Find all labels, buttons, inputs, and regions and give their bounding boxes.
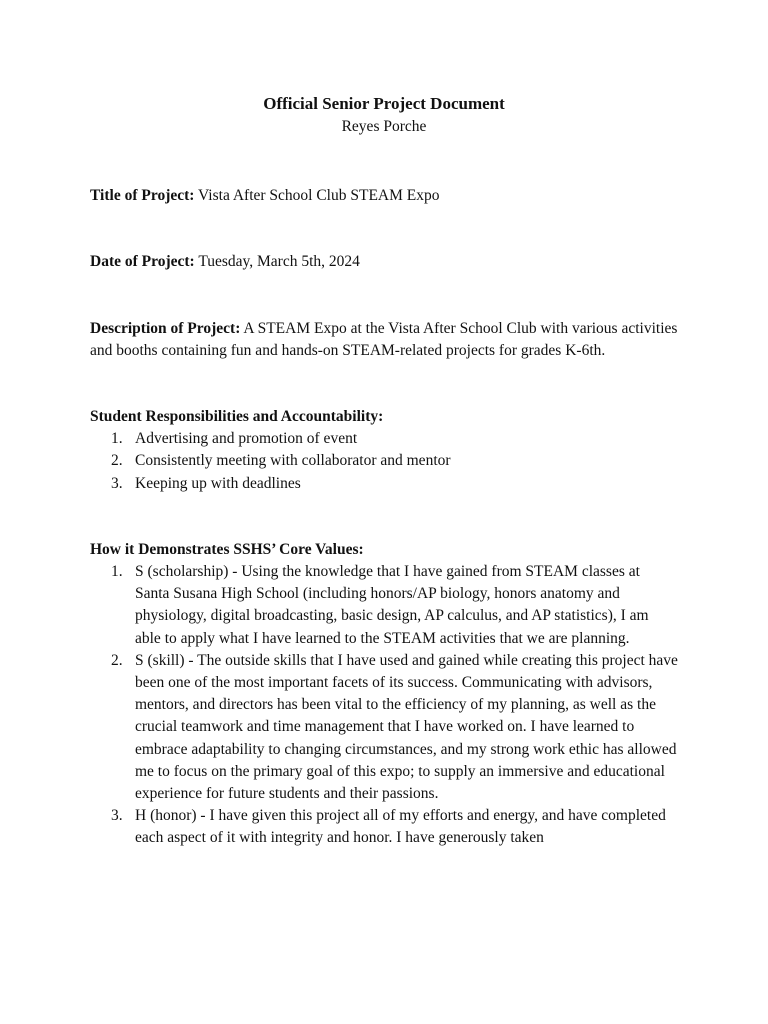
list-number: 3.: [111, 807, 123, 825]
list-item: [90, 428, 678, 450]
field-project-title: [90, 185, 678, 207]
field-value: A STEAM Expo at the Vista After School Club with various activities and booths containing fun and hands-on STEAM-related projects for grades K-6th.: [90, 319, 678, 359]
document-author: Reyes Porche: [341, 118, 427, 135]
list-item: [90, 805, 678, 849]
list-number: 2.: [111, 452, 123, 470]
field-label: Title of Project:: [90, 187, 195, 205]
field-project-description: [90, 318, 678, 362]
list-text: H (honor) - I have given this project all of my efforts and energy, and have completed each aspect of it with integrity and honor. I have generously taken: [135, 807, 666, 847]
list-number: 1.: [111, 563, 123, 581]
document-title: Official Senior Project Document: [263, 94, 505, 113]
core-values-list: [90, 561, 678, 850]
list-text: Consistently meeting with collaborator and mentor: [135, 452, 451, 470]
field-label: Date of Project:: [90, 253, 195, 271]
list-number: 2.: [111, 651, 123, 669]
list-text: S (scholarship) - Using the knowledge that I have gained from STEAM classes at Santa Susana High School (including honors/AP biology, honors anatomy and physiology, digital broadcasting, basic design, AP calculus, and AP statistics), I am able to apply what I have learned to the STEAM activities that we are planning.: [135, 563, 649, 647]
field-value: Tuesday, March 5th, 2024: [194, 253, 360, 271]
list-text: Keeping up with deadlines: [135, 474, 301, 492]
field-project-date: [90, 251, 678, 273]
responsibilities-list: [90, 428, 678, 495]
field-value: Vista After School Club STEAM Expo: [194, 187, 440, 205]
list-item: [90, 650, 678, 805]
list-number: 1.: [111, 430, 123, 448]
list-number: 3.: [111, 474, 123, 492]
responsibilities-heading: Student Responsibilities and Accountability:: [90, 408, 384, 426]
list-text: Advertising and promotion of event: [135, 430, 358, 448]
list-item: [90, 450, 678, 472]
field-label: Description of Project:: [90, 319, 241, 337]
list-item: [90, 473, 678, 495]
list-text: S (skill) - The outside skills that I have used and gained while creating this project have been one of the most important facets of its success. Communicating with advisors, mentors, and directors has been vital to the efficiency of my planning, as well as the crucial teamwork and time management that I have worked on. I have learned to embrace adaptability to changing circumstances, and my strong work ethic has allowed me to focus on the primary goal of this expo; to supply an immersive and educational experience for future students and their passions.: [135, 651, 678, 803]
core-values-heading: How it Demonstrates SSHS’ Core Values:: [90, 540, 364, 558]
list-item: [90, 561, 678, 650]
